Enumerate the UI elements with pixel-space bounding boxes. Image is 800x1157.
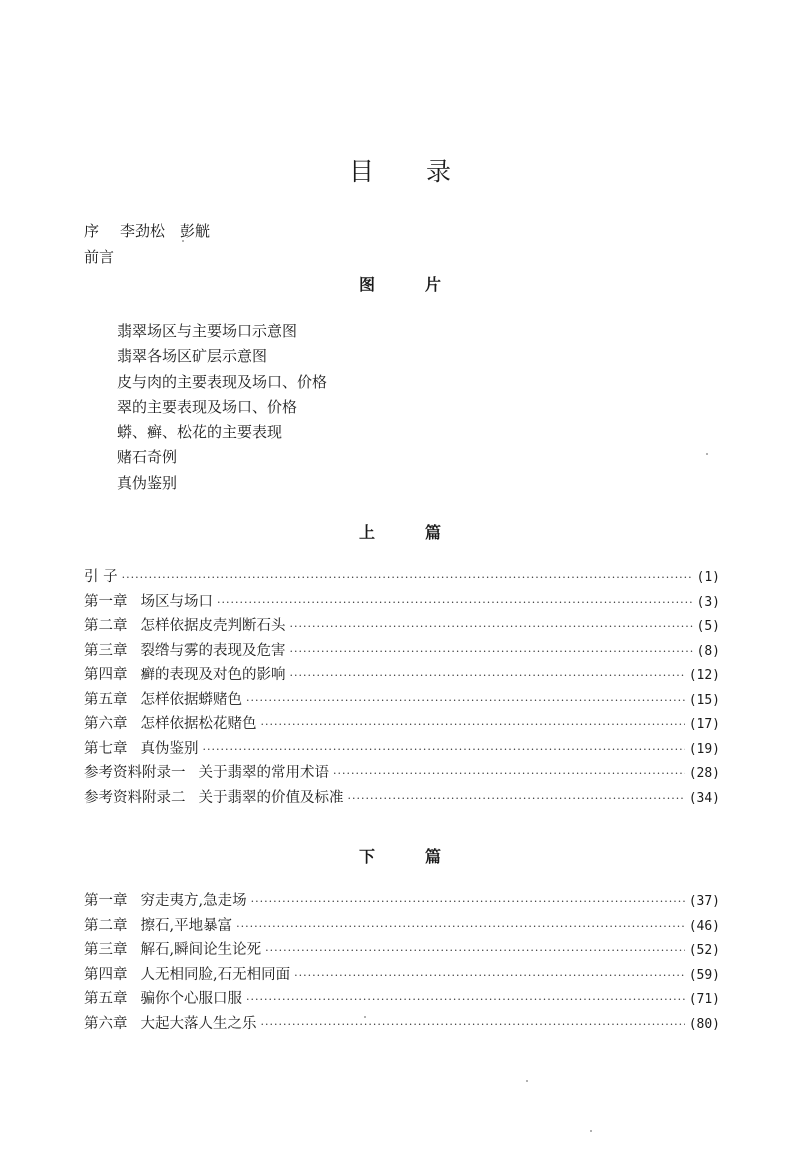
page-number: (12) [688,668,720,683]
toc-entry[interactable] [84,761,720,786]
chapter-title: 人无相同脸,石无相同面 [140,966,291,983]
picture-item[interactable]: 蟒、癣、松花的主要表现 [117,423,283,442]
page-title-char: 录 [426,157,452,186]
dot-leader [290,664,685,689]
chapter-title: 擦石,平地暴富 [140,917,233,934]
dot-leader [290,640,693,665]
page-number: (80) [688,1016,720,1032]
heading-char: 篇 [425,847,442,866]
toc-entry[interactable] [84,639,720,664]
chapter-number: 第四章 [84,966,128,983]
chapter-title: 怎样依据蟒赌色 [140,691,242,708]
chapter-number: 第二章 [84,618,128,634]
dot-leader [217,591,693,616]
dot-leader [261,713,685,738]
page-title-char: 目 [348,157,374,186]
toc-entry[interactable] [84,712,720,737]
dot-leader [333,762,685,787]
lower-toc-list [84,889,720,1036]
picture-item[interactable]: 翡翠各场区矿层示意图 [117,347,268,366]
chapter-title: 解石,瞬间论生论死 [140,942,262,958]
chapter-number: 第六章 [84,716,128,732]
chapter-number: 第二章 [84,917,128,934]
toc-entry[interactable] [84,786,720,811]
lower-part-heading [0,844,800,867]
upper-toc-list [84,565,720,810]
heading-char: 片 [425,275,442,294]
chapter-number: 第三章 [84,942,128,958]
page-title [0,152,800,188]
picture-item[interactable]: 真伪鉴别 [117,473,178,492]
dot-leader [122,566,693,591]
toc-entry[interactable] [84,590,720,615]
toc-entry[interactable] [84,889,720,914]
chapter-title: 怎样依据皮壳判断石头 [140,618,286,634]
chapter-title: 大起大落人生之乐 [140,1015,257,1032]
chapter-title: 引 子 [84,569,118,585]
toc-entry[interactable] [84,963,720,988]
page-number: (71) [688,992,720,1007]
page-number: (8) [696,643,720,659]
chapter-title: 关于翡翠的常用术语 [198,765,329,781]
page-number: (19) [688,741,720,757]
heading-char: 图 [358,275,375,294]
heading-char: 篇 [425,523,442,542]
scan-speck [590,1130,592,1132]
page-number: (46) [688,918,720,934]
heading-char: 下 [358,847,375,866]
chapter-number: 第六章 [84,1015,128,1032]
toc-entry[interactable] [84,737,720,762]
toc-entry[interactable] [84,914,720,939]
chapter-number: 第五章 [84,691,128,708]
picture-item[interactable]: 翡翠场区与主要场口示意图 [117,322,298,340]
dot-leader [203,738,685,763]
picture-item[interactable]: 皮与肉的主要表现及场口、价格 [117,372,328,391]
preface-authors[interactable]: 李劲松 彭觥 [120,222,211,240]
picture-item[interactable]: 赌石奇例 [117,448,178,467]
page-number: (37) [688,894,720,909]
toc-entry[interactable] [84,565,720,590]
page-number: (17) [688,717,720,732]
dot-leader [348,787,685,812]
page-number: (34) [688,790,720,806]
pictures-list [117,319,327,496]
chapter-title: 穷走夷方,急走场 [140,893,247,909]
toc-entry[interactable] [84,614,720,639]
chapter-title: 骗你个心服口服 [140,991,242,1007]
chapter-number: 第一章 [84,893,128,909]
page-number: (15) [688,692,720,708]
chapter-number: 第四章 [84,667,128,683]
chapter-title: 真伪鉴别 [140,740,199,757]
dot-leader [290,615,693,640]
chapter-title: 场区与场口 [140,593,213,610]
toc-entry[interactable] [84,688,720,713]
chapter-title: 裂绺与雾的表现及危害 [140,642,286,659]
toc-entry[interactable] [84,987,720,1012]
foreword-entry[interactable]: 前言 [84,248,115,266]
chapter-number: 第一章 [84,593,128,610]
page-number: (59) [688,967,720,983]
chapter-number: 第三章 [84,642,128,659]
preface-label[interactable]: 序 [84,222,100,240]
page-number: (28) [688,766,720,781]
chapter-number: 参考资料附录二 [84,789,186,806]
heading-char: 上 [358,523,375,542]
dot-leader [246,988,685,1013]
page-number: (52) [688,943,720,958]
chapter-number: 参考资料附录一 [84,765,186,781]
upper-part-heading [0,520,800,543]
scan-speck [706,453,708,455]
toc-entry[interactable] [84,663,720,688]
page-number: (5) [696,619,720,634]
chapter-number: 第七章 [84,740,128,757]
chapter-title: 癣的表现及对色的影响 [140,667,286,683]
dot-leader [294,964,685,989]
picture-item[interactable]: 翠的主要表现及场口、价格 [117,397,298,416]
chapter-number: 第五章 [84,991,128,1007]
scan-speck [526,1080,528,1082]
chapter-title: 怎样依据松花赌色 [140,716,257,732]
dot-leader [251,890,685,915]
pictures-heading [0,272,800,295]
chapter-title: 关于翡翠的价值及标准 [198,789,344,806]
scan-speck [364,1016,366,1018]
toc-entry[interactable] [84,1012,720,1037]
toc-entry[interactable] [84,938,720,963]
page-number: (3) [696,594,720,610]
scan-speck [182,240,184,242]
dot-leader [265,939,685,964]
dot-leader [236,915,685,940]
dot-leader [246,689,685,714]
dot-leader [261,1013,685,1038]
page-number: (1) [696,570,720,585]
